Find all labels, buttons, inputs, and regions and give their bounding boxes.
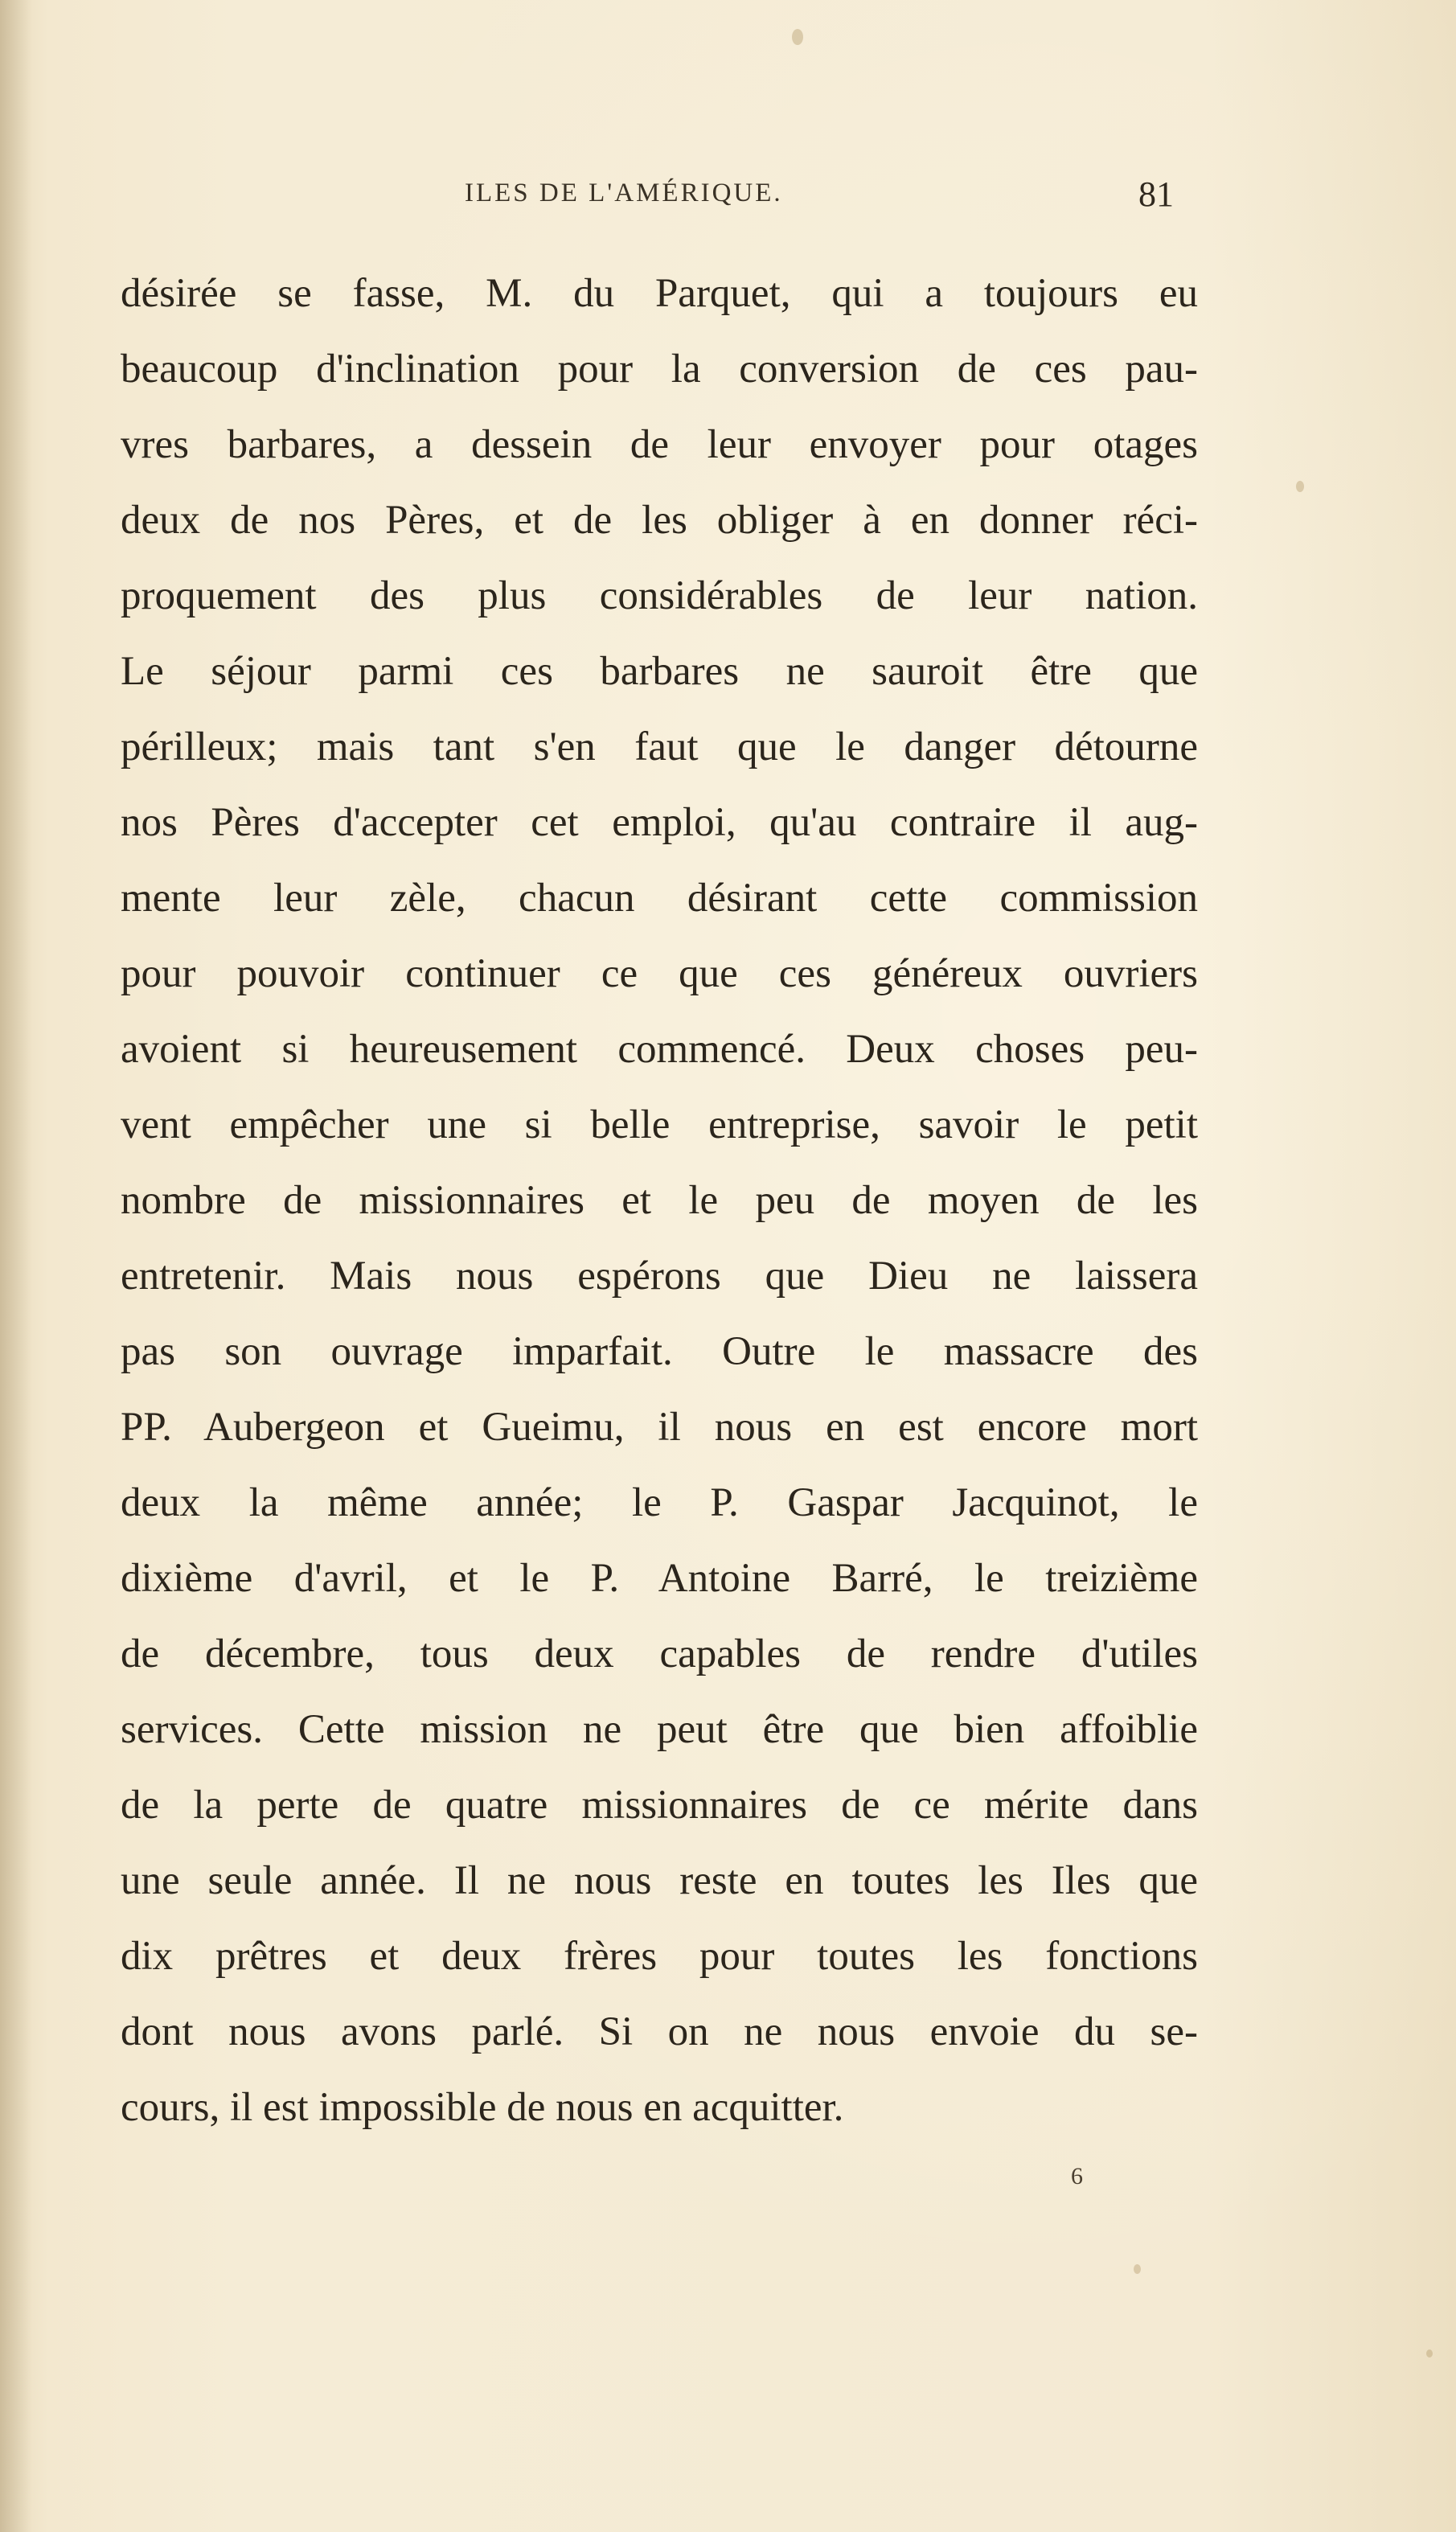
text-line: désirée se fasse, M. du Parquet, qui a toujours eu xyxy=(121,271,1198,316)
text-line: deux de nos Pères, et de les obliger à en donner réci- xyxy=(121,498,1198,543)
text-line: mente leur zèle, chacun désirant cette commission xyxy=(121,876,1198,921)
text-line: deux la même année; le P. Gaspar Jacquinot, le xyxy=(121,1480,1198,1525)
paper-speck xyxy=(1426,2349,1433,2358)
text-line: périlleux; mais tant s'en faut que le danger détourne xyxy=(121,724,1198,769)
text-line: services. Cette mission ne peut être que bien affoiblie xyxy=(121,1707,1198,1752)
page-number: 81 xyxy=(1138,174,1174,214)
paper-speck xyxy=(1296,481,1304,492)
text-line: dixième d'avril, et le P. Antoine Barré, le treizième xyxy=(121,1556,1198,1601)
text-line: PP. Aubergeon et Gueimu, il nous en est encore mort xyxy=(121,1405,1198,1450)
signature-mark: 6 xyxy=(1071,2163,1083,2189)
paper-speck xyxy=(792,29,803,45)
text-line: proquement des plus considérables de leur nation. xyxy=(121,573,1198,618)
text-line: de décembre, tous deux capables de rendre d'utiles xyxy=(121,1631,1198,1676)
text-line: entretenir. Mais nous espérons que Dieu ne laissera xyxy=(121,1254,1198,1299)
text-line: Le séjour parmi ces barbares ne sauroit être que xyxy=(121,649,1198,694)
text-line: dix prêtres et deux frères pour toutes les fonctions xyxy=(121,1934,1198,1979)
body-text xyxy=(121,256,1198,2145)
paper-speck xyxy=(1134,2264,1141,2274)
text-line: dont nous avons parlé. Si on ne nous envoie du se- xyxy=(121,2009,1198,2054)
text-line: pour pouvoir continuer ce que ces généreux ouvriers xyxy=(121,951,1198,996)
text-line: avoient si heureusement commencé. Deux choses peu- xyxy=(121,1027,1198,1072)
running-title: ILES DE L'AMÉRIQUE. xyxy=(465,179,783,207)
text-line: pas son ouvrage imparfait. Outre le massacre des xyxy=(121,1329,1198,1374)
text-line: nombre de missionnaires et le peu de moyen de les xyxy=(121,1178,1198,1223)
text-line: de la perte de quatre missionnaires de ce mérite dans xyxy=(121,1783,1198,1828)
running-head xyxy=(0,174,1456,227)
text-line: beaucoup d'inclination pour la conversion de ces pau- xyxy=(121,347,1198,392)
text-line: une seule année. Il ne nous reste en toutes les Iles que xyxy=(121,1858,1198,1903)
text-line-last: cours, il est impossible de nous en acquitter. xyxy=(121,2085,844,2130)
text-line: nos Pères d'accepter cet emploi, qu'au contraire il aug- xyxy=(121,800,1198,845)
text-line: vent empêcher une si belle entreprise, savoir le petit xyxy=(121,1102,1198,1147)
gutter-shadow xyxy=(0,0,32,2532)
text-line: vres barbares, a dessein de leur envoyer pour otages xyxy=(121,422,1198,467)
